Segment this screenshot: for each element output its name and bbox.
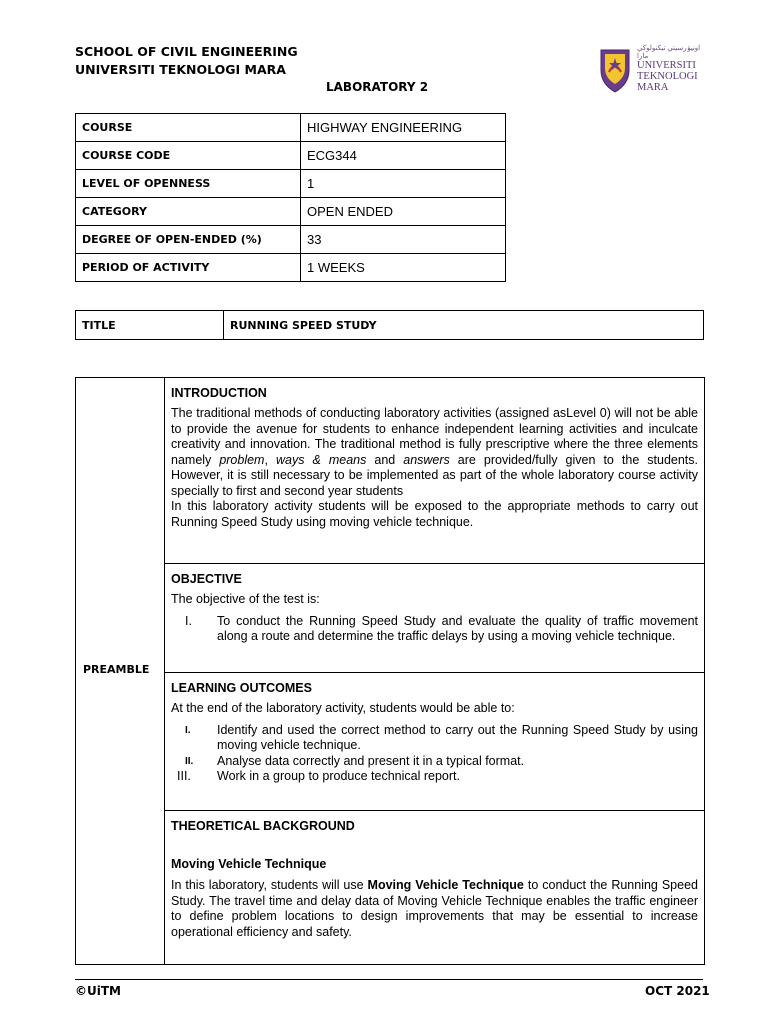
intro-text-part: The traditional methods of conducting laboratory activities (assigned asLevel 0) will not be able to provide the avenue for students to enhance independent learning activities and inculcate creativity and innovation. The traditional method is fully prescriptive where the three elements namely	[171, 406, 698, 467]
learning-outcomes-list	[171, 723, 698, 785]
list-text: Identify and used the correct method to carry out the Running Speed Study by using moving vehicle technique.	[217, 722, 698, 752]
info-value: OPEN ENDED	[301, 198, 506, 226]
logo-line-1: UNIVERSITI	[637, 60, 696, 71]
intro-emphasis: problem	[219, 452, 265, 467]
theory-text-part: to conduct the Running Speed Study. The travel time and delay data of Moving Vehicle Technique enables the traffic engineer to define problem locations to design improvements that may be essential to increase operational efficiency and safety.	[171, 878, 698, 939]
uitm-logo	[597, 40, 705, 96]
info-label: PERIOD OF ACTIVITY	[76, 254, 301, 282]
logo-jawi-text: اونيۏرسيتي تيكنولوڬي مارا	[637, 44, 701, 60]
objective-section	[165, 564, 704, 673]
introduction-text-2: In this laboratory activity students will be exposed to the appropriate methods to carry out Running Speed Study using moving vehicle technique.	[171, 499, 698, 529]
objective-lead: The objective of the test is:	[171, 592, 320, 606]
logo-line-2: TEKNOLOGI	[637, 71, 698, 82]
info-value: ECG344	[301, 142, 506, 170]
list-item	[171, 769, 698, 785]
list-number: II.	[185, 755, 194, 767]
course-info-table	[75, 113, 506, 282]
list-text: To conduct the Running Speed Study and evaluate the quality of traffic movement along a route and determine the traffic delays by using a moving vehicle technique.	[217, 613, 698, 643]
theoretical-heading: THEORETICAL BACKGROUND	[171, 819, 355, 833]
theoretical-background-section	[165, 811, 704, 964]
list-number: I.	[185, 724, 191, 736]
list-number: I.	[185, 613, 192, 628]
info-label: COURSE	[76, 114, 301, 142]
list-number: III.	[177, 769, 191, 783]
intro-emphasis: answers	[403, 452, 450, 467]
table-row	[76, 142, 506, 170]
footer-divider	[75, 979, 703, 980]
list-text: Work in a group to produce technical report.	[217, 769, 460, 783]
objective-list	[171, 614, 698, 645]
list-item	[171, 723, 698, 754]
intro-text-part: ,	[264, 452, 276, 467]
preamble-label: PREAMBLE	[83, 663, 150, 676]
university-name: UNIVERSITI TEKNOLOGI MARA	[75, 62, 286, 77]
logo-text	[637, 44, 705, 93]
list-item	[171, 614, 698, 645]
info-label: DEGREE OF OPEN-ENDED (%)	[76, 226, 301, 254]
theoretical-subheading: Moving Vehicle Technique	[171, 857, 327, 871]
info-label: CATEGORY	[76, 198, 301, 226]
theory-bold: Moving Vehicle Technique	[367, 878, 524, 892]
table-row	[76, 170, 506, 198]
info-value: 1 WEEKS	[301, 254, 506, 282]
header-block	[75, 43, 298, 79]
table-row	[76, 311, 704, 340]
theory-text-part: In this laboratory, students will use	[171, 878, 368, 892]
introduction-text	[171, 406, 698, 499]
learning-outcomes-heading: LEARNING OUTCOMES	[171, 681, 312, 695]
title-label: TITLE	[76, 311, 224, 340]
introduction-heading: INTRODUCTION	[171, 386, 267, 400]
title-value: RUNNING SPEED STUDY	[224, 311, 704, 340]
list-item	[171, 754, 698, 770]
info-label: LEVEL OF OPENNESS	[76, 170, 301, 198]
intro-text-part: and	[366, 452, 404, 467]
introduction-section	[165, 378, 704, 564]
info-label: COURSE CODE	[76, 142, 301, 170]
theoretical-text	[171, 878, 698, 940]
info-value: 33	[301, 226, 506, 254]
title-table	[75, 310, 704, 340]
school-name: SCHOOL OF CIVIL ENGINEERING	[75, 44, 298, 59]
table-row	[76, 226, 506, 254]
uitm-crest-icon	[597, 44, 633, 94]
table-row	[76, 254, 506, 282]
info-value: 1	[301, 170, 506, 198]
intro-emphasis: ways & means	[275, 452, 367, 467]
intro-text-part: are provided/fully given to the students. However, it is still necessary to be implemented as part of the whole laboratory course activity specially to first and second year students	[171, 452, 699, 498]
preamble-table	[75, 377, 705, 965]
list-text: Analyse data correctly and present it in a typical format.	[217, 753, 525, 768]
preamble-label-cell	[76, 378, 165, 964]
lab-title: LABORATORY 2	[326, 80, 429, 94]
footer-date: OCT 2021	[645, 984, 710, 998]
info-value: HIGHWAY ENGINEERING	[301, 114, 506, 142]
logo-line-3: MARA	[637, 82, 669, 93]
objective-heading: OBJECTIVE	[171, 572, 242, 586]
table-row	[76, 114, 506, 142]
table-row	[76, 198, 506, 226]
learning-outcomes-section	[165, 673, 704, 811]
footer-copyright: ©UiTM	[75, 984, 121, 998]
learning-outcomes-lead: At the end of the laboratory activity, students would be able to:	[171, 701, 515, 715]
